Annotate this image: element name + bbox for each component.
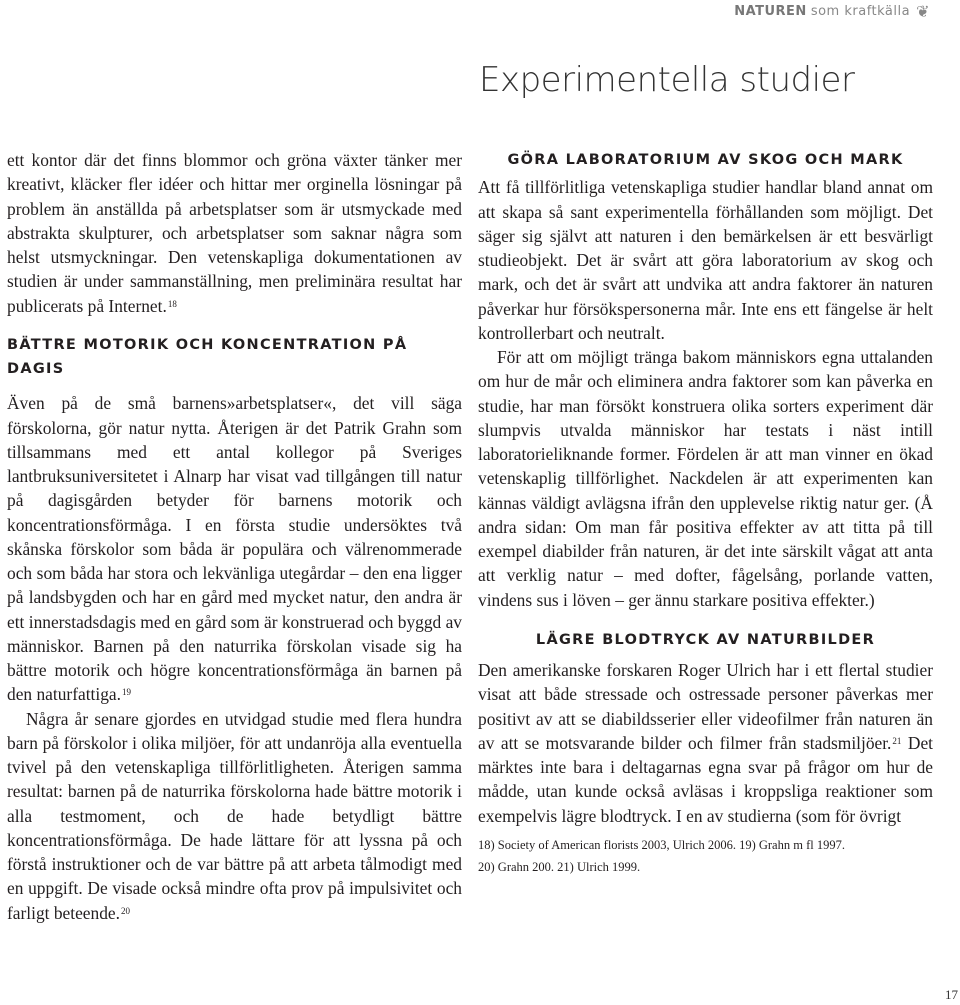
footnote-line-2: 20) Grahn 200. 21) Ulrich 1999.	[478, 859, 641, 874]
right-paragraph-3-text-a: Den amerikanske forskaren Roger Ulrich har i ett flertal studier visat att både stressade och ostressade personer påverkas mer positivt av att se diabildsserier eller videofilmer från naturen än av att se motsvarande bilder och filmer från stadsmiljöer.	[478, 660, 933, 753]
left-paragraph-2	[7, 391, 462, 706]
section-heading-laboratorium: GÖRA LABORATORIUM AV SKOG OCH MARK	[507, 152, 904, 168]
leaf-icon: ❦	[916, 2, 930, 21]
left-paragraph-1-text: ett kontor där det finns blommor och gröna växter tänker mer kreativt, kläcker fler idéer och hittar mer orginella lösningar på problem än anställda på arbetsplatser som är utsmyckade med abstrakta skulpturer, och arbetsplatser som saknar några som helst utsmyckningar. Den vetenskapliga dokumentationen av studien är under sammanställning, men preliminära resultat har publicerats på Internet.	[7, 150, 462, 316]
section-heading-blodtryck: LÄGRE BLODTRYCK AV NATURBILDER	[535, 631, 876, 648]
left-column	[7, 148, 462, 925]
left-paragraph-3	[7, 707, 462, 925]
footnote-ref-19: 19	[121, 687, 131, 698]
running-head-subtitle: som kraftkälla	[810, 4, 911, 19]
page-title: Experimentella studier	[479, 60, 855, 100]
footnote-line-1: 18) Society of American florists 2003, Ulrich 2006. 19) Grahn m fl 1997.	[478, 837, 845, 852]
right-paragraph-2: För att om möjligt tränga bakom människors egna uttalanden om hur de mår och eliminera andra faktorer som kan påverka en studie, har man försökt konstruera olika sorters experiment där slumpvis utvalda människor har testats i näst intill laboratorieliknande former. Fördelen är att man vinner en ökad vetenskaplig tillförlighet. Nackdelen är att experimenten kan kännas väldigt avlägsna ifrån den upplevelse riktig natur ger. (Å andra sidan: Om man får positiva effekter av att titta på till exempel diabilder från naturen, är det inte särskilt vågat att anta att verklig natur – med dofter, fågelsång, porlande vatten, vindens sus i löven – ger ännu starkare positiva effekter.)	[478, 347, 933, 610]
left-paragraph-1	[7, 148, 462, 318]
left-paragraph-2-text: Även på de små barnens»arbetsplatser«, det vill säga förskolorna, gör natur nytta. Återigen är det Patrik Grahn som tillsammans med ett antal kollegor på Sveriges lantbruksuniversitetet i Alnarp har visat vad tillgången till natur på dagisgården betyder för barnens motorik och koncentrationsförmåga. I en första studie undersöktes två skånska förskolor som båda är populära och välrenommerade och som båda har stora och lekvänliga utegårdar – den ena ligger på landsbygden och har en gård med mycket natur, den andra är ett innerstadsdagis med en gård som är konstruerad och byggd av människor. Barnen på den naturrika förskolan visade sig ha bättre motorik och högre koncentrationsförmåga än barnen på den naturfattiga.	[7, 393, 462, 705]
section-heading-motorik: BÄTTRE MOTORIK OCH KONCENTRATION PÅ DAGIS	[7, 336, 408, 377]
running-head-section: NATUREN	[734, 4, 807, 19]
footnote-ref-20: 20	[120, 905, 130, 916]
right-paragraph-3-text-b: Det märktes inte bara i deltagarnas egna svar på frågor om hur de mådde, utan kunde också avläsas i kroppsliga reaktioner som exempelvis lägre blodtryck. I en av studierna (som för övrigt	[478, 732, 933, 826]
right-column	[478, 148, 933, 878]
page-number: 17	[945, 987, 958, 1002]
running-head	[734, 2, 930, 21]
right-paragraph-1: Att få tillförlitliga vetenskapliga studier handlar bland annat om att skapa så sant experimentella förhållanden som möjligt. Det säger sig självt att naturen i den bemärkelsen är ett besvärligt studieobjekt. Det är svårt att göra laboratorium av skog och mark, och det är svårt att undvika att andra faktorer än naturen påverkar hur försökspersonerna mår. Inte ens ett fängelse är helt kontrollerbart och neutralt.	[478, 177, 933, 343]
footnote-ref-18: 18	[167, 298, 177, 309]
footnote-ref-21: 21	[892, 735, 902, 746]
footnotes	[478, 834, 933, 878]
right-paragraph-3	[478, 658, 933, 828]
left-paragraph-3-text: Några år senare gjordes en utvidgad studie med flera hundra barn på förskolor i olika miljöer, för att undanröja alla eventuella tvivel på den vetenskapliga tillförlitligheten. Återigen samma resultat: barnen på de naturrika förskolorna hade bättre motorik i alla testmoment, och de hade betydligt bättre koncentrationsförmåga. De hade lättare för att lyssna på och förstå instruktioner och de var bättre på att arbeta tålmodigt med en uppgift. De visade också mindre ofta prov på impulsivitet och farligt beteende.	[7, 708, 462, 923]
